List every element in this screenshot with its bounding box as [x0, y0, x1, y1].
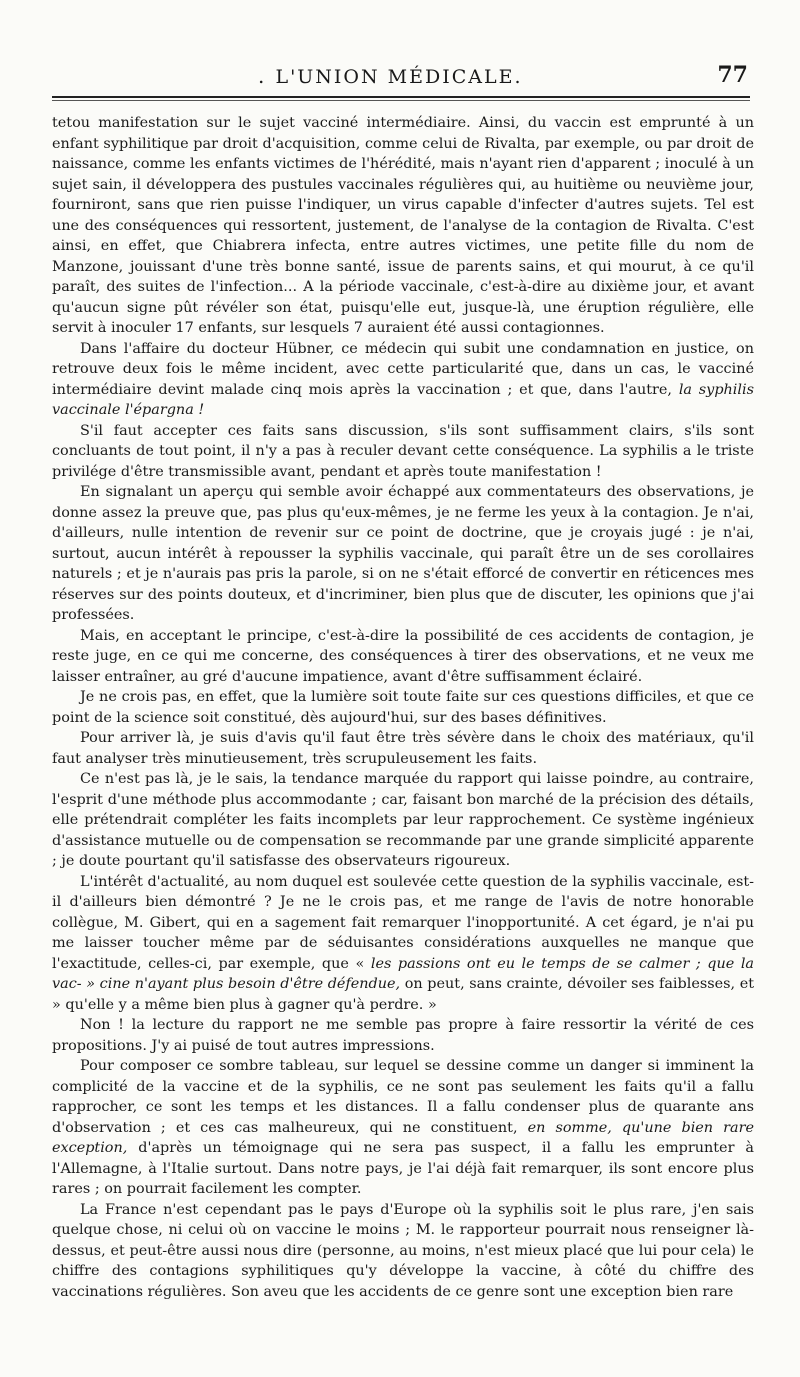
paragraph	[52, 872, 754, 1016]
article-body	[52, 113, 754, 1302]
paragraph	[52, 1056, 754, 1200]
text-run: on peut, sans crainte, dévoiler ses faiblesses, et » qu'elle y a même bien plus à gagner qu'à perdre. »	[52, 976, 755, 1013]
paragraph	[52, 687, 754, 728]
text-run: tetou manifestation sur le sujet vacciné intermédiaire. Ainsi, du vaccin est emprunté à un enfant syphilitique par droit d'acquisition, comme celui de Rivalta, par exemple, ou par droit de naissance, comme les enfants victimes de l'hérédité, mais n'ayant rien d'apparent ; inoculé à un sujet sain, il développera des pustules vaccinales régulières qui, au huitième ou neuvième jour, fourniront, sans que rien puisse l'indiquer, un virus capable d'infecter d'autres sujets. Tel est une des conséquences qui ressortent, justement, de l'analyse de la contagion de Rivalta. C'est ainsi, en effet, que Chiabrera infecta, entre autres victimes, une petite fille du nom de Manzone, jouissant d'une très bonne santé, issue de parents sains, et qui mourut, à ce qu'il paraît, des suites de l'infection... A la période vaccinale, c'est-à-dire au dixième jour, et avant qu'aucun signe pût révéler son état, puisqu'elle eut, jusque-là, une éruption régulière, elle servit à inoculer 17 enfants, sur lesquels 7 auraient été aussi contagionnes.	[52, 115, 754, 336]
running-head	[50, 58, 748, 88]
paragraph	[52, 113, 754, 339]
text-run: La France n'est cependant pas le pays d'Europe où la syphilis soit le plus rare, j'en sais quelque chose, ni celui où on vaccine le moins ; M. le rapporteur pourrait nous renseigner là-dessus, et peut-être aussi nous dire (personne, au moins, n'est mieux placé que lui pour cela) le chiffre des contagions syphilitiques qu'y développe la vaccine, à côté du chiffre des vaccinations régulières. Son aveu que les accidents de ce genre sont une exception bien rare	[52, 1201, 754, 1300]
paragraph	[52, 626, 754, 688]
text-run: d'après un témoignage qui ne sera pas suspect, il a fallu les emprunter à l'Allemagne, à l'Italie surtout. Dans notre pays, je l'ai déjà fait remarquer, ils sont encore plus rares ; on pourrait facilement les compter.	[52, 1140, 754, 1197]
paragraph	[52, 1015, 754, 1056]
paragraph	[52, 482, 754, 626]
paragraph	[52, 728, 754, 769]
text-run: S'il faut accepter ces faits sans discussion, s'ils sont suffisamment clairs, s'ils sont concluants de tout point, il n'y a pas à reculer devant cette conséquence. La syphilis a le triste privilége d'être transmissible avant, pendant et après toute manifestation !	[52, 422, 754, 480]
italic-text: les passions ont eu le temps de se calmer ; que la vac- » cine n'ayant plus besoin d'être défendue,	[52, 955, 755, 992]
header-dot: .	[258, 64, 265, 88]
journal-title: L'UNION MÉDICALE.	[275, 66, 523, 88]
page-number: 77	[717, 62, 748, 88]
italic-text: en somme, qu'une bien rare exception,	[52, 1119, 754, 1156]
paragraph	[52, 1200, 754, 1303]
text-run: Pour arriver là, je suis d'avis qu'il faut être très sévère dans le choix des matériaux, qu'il faut analyser très minutieusement, très scrupuleusement les faits.	[52, 730, 754, 767]
text-run: Dans l'affaire du docteur Hübner, ce médecin qui subit une condamnation en justice, on retrouve deux fois le même incident, avec cette particularité que, dans un cas, le vacciné intermédiaire devint malade cinq mois après la vaccination ; et que, dans l'autre,	[52, 340, 754, 398]
header-rule	[52, 96, 750, 101]
italic-text: la syphilis vaccinale l'épargna !	[52, 381, 754, 418]
paragraph	[52, 769, 754, 872]
paragraph	[52, 421, 754, 483]
text-run: Ce n'est pas là, je le sais, la tendance marquée du rapport qui laisse poindre, au contraire, l'esprit d'une méthode plus accommodante ; car, faisant bon marché de la précision des détails, elle prétendrait compléter les faits incomplets par leur rapprochement. Ce système ingénieux d'assistance mutuelle ou de compensation se recommande par une grande simplicité apparente ; je doute pourtant qu'il satisfasse des observateurs rigoureux.	[52, 771, 754, 869]
text-run: L'intérêt d'actualité, au nom duquel est soulevée cette question de la syphilis vaccinale, est-il d'ailleurs bien démontré ? Je ne le crois pas, et me range de l'avis de notre honorable collègue, M. Gibert, qui en a sagement fait remarquer l'inopportunité. A cet égard, je n'ai pu me laisser toucher même par de séduisantes considérations auxquelles ne manque que l'exactitude, celles-ci, par exemple, que «	[52, 873, 754, 972]
text-run: Pour composer ce sombre tableau, sur lequel se dessine comme un danger si imminent la complicité de la vaccine et de la syphilis, ce ne sont pas seulement les faits qu'il a fallu rapprocher, ce sont les temps et les distances. Il a fallu condenser plus de quarante ans d'observation ; et ces cas malheureux, qui ne constituent,	[52, 1058, 754, 1136]
text-run: En signalant un aperçu qui semble avoir échappé aux commentateurs des observations, je donne assez la preuve que, pas plus qu'eux-mêmes, je ne ferme les yeux à la contagion. Je n'ai, d'ailleurs, nulle intention de revenir sur ce point de doctrine, que je croyais jugé : je n'ai, surtout, aucun intérêt à repousser la syphilis vaccinale, qui paraît être un de ses corollaires naturels ; et je n'aurais pas pris la parole, si on ne s'était efforcé de convertir en réticences mes réserves sur des points douteux, et d'incriminer, bien plus que de discuter, les opinions que j'ai professées.	[52, 484, 754, 623]
text-run: Mais, en acceptant le principe, c'est-à-dire la possibilité de ces accidents de contagion, je reste juge, en ce qui me concerne, des conséquences à tirer des observations, et ne veux me laisser entraîner, au gré d'aucune impatience, avant d'être suffisamment éclairé.	[52, 627, 754, 685]
text-run: Je ne crois pas, en effet, que la lumière soit toute faite sur ces questions difficiles, et que ce point de la science soit constitué, dès aujourd'hui, sur des bases définitives.	[52, 689, 754, 726]
paragraph	[52, 339, 754, 421]
text-run: Non ! la lecture du rapport ne me semble pas propre à faire ressortir la vérité de ces propositions. J'y ai puisé de tout autres impressions.	[52, 1017, 754, 1054]
